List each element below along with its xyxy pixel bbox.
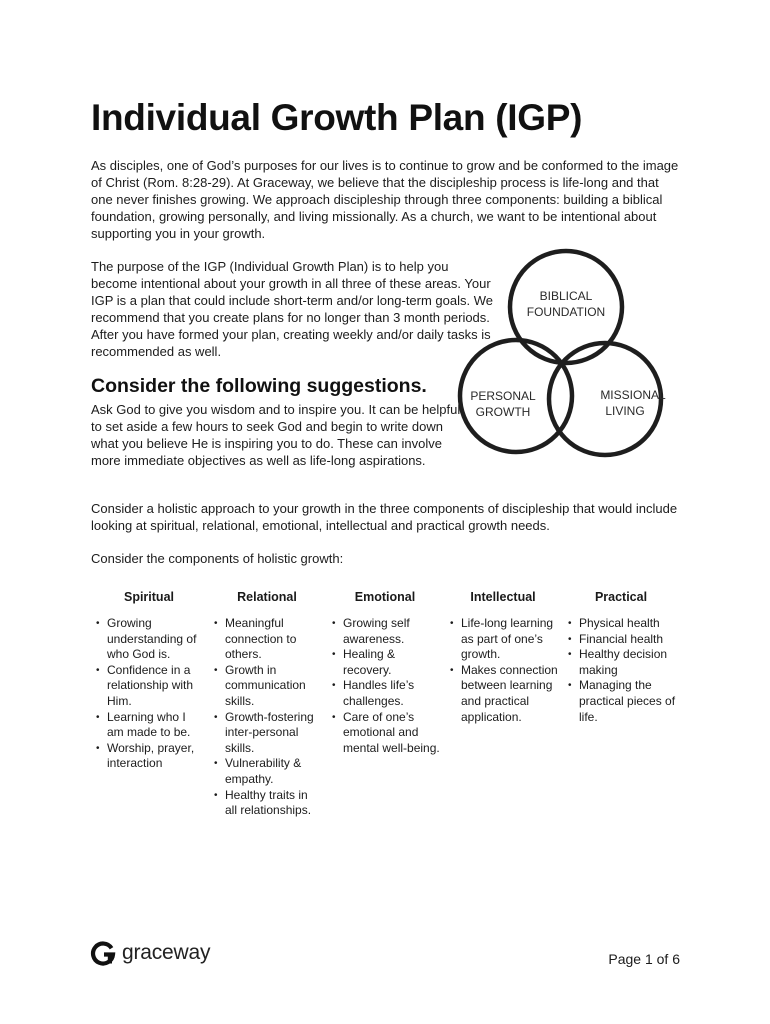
ask-god-paragraph: Ask God to give you wisdom and to inspire you. It can be helpful to set aside a few hours to seek God and begin to write down what you believe He is inspiring you to do. These can involve more immediate objectives as well as life-long aspirations. bbox=[91, 402, 461, 468]
column-list bbox=[211, 616, 323, 819]
document-title: Individual Growth Plan (IGP) bbox=[91, 97, 583, 138]
column-heading: Relational bbox=[237, 590, 297, 604]
graceway-g-logo-icon bbox=[90, 940, 116, 966]
list-item: • Healthy traits in all relationships. bbox=[211, 788, 323, 819]
list-item: • Life-long learning as part of one’s growth. bbox=[447, 616, 559, 663]
list-item: • Managing the practical pieces of life. bbox=[565, 678, 677, 725]
list-item: • Healing & recovery. bbox=[329, 647, 441, 678]
page-number: Page 1 of 6 bbox=[608, 951, 680, 967]
list-item: • Financial health bbox=[565, 632, 677, 648]
column-list bbox=[565, 616, 677, 725]
venn-label-left-2: GROWTH bbox=[475, 405, 531, 419]
column-practical bbox=[565, 590, 677, 725]
list-item: • Makes connection between learning and practical application. bbox=[447, 663, 559, 725]
column-heading: Emotional bbox=[354, 590, 416, 604]
components-intro: Consider the components of holistic growth: bbox=[91, 551, 344, 566]
list-item: • Worship, prayer, interaction bbox=[93, 741, 205, 772]
list-item: • Handles life’s challenges. bbox=[329, 678, 441, 709]
venn-label-right-1: MISSIONAL bbox=[600, 388, 666, 402]
column-heading: Intellectual bbox=[470, 590, 536, 604]
venn-label-top-1: BIBLICAL bbox=[539, 289, 593, 303]
discipleship-venn-diagram bbox=[455, 246, 675, 470]
list-item: • Confidence in a relationship with Him. bbox=[93, 663, 205, 710]
column-heading: Spiritual bbox=[123, 590, 174, 604]
column-heading: Practical bbox=[594, 590, 648, 604]
holistic-paragraph: Consider a holistic approach to your growth in the three components of discipleship that would include looking at spiritual, relational, emotional, intellectual and practical growth needs. bbox=[91, 501, 678, 533]
list-item: • Growing self awareness. bbox=[329, 616, 441, 647]
list-item: • Vulnerability & empathy. bbox=[211, 756, 323, 787]
list-item: • Growth in communication skills. bbox=[211, 663, 323, 710]
list-item: • Care of one’s emotional and mental well-being. bbox=[329, 710, 441, 757]
list-item: • Learning who I am made to be. bbox=[93, 710, 205, 741]
column-emotional bbox=[329, 590, 441, 756]
column-relational bbox=[211, 590, 323, 819]
column-list bbox=[447, 616, 559, 725]
column-list bbox=[93, 616, 205, 772]
suggestions-heading: Consider the following suggestions. bbox=[91, 375, 427, 397]
purpose-paragraph: The purpose of the IGP (Individual Growth Plan) is to help you become intentional about your growth in all three of these areas. Your IGP is a plan that could include short-term and/or long-term goals. We recommend that you create plans for no longer than 3 month periods. After you have formed your plan, creating weekly and/or daily tasks is recommended as well. bbox=[91, 259, 493, 359]
venn-label-left-1: PERSONAL bbox=[470, 389, 536, 403]
list-item: • Meaningful connection to others. bbox=[211, 616, 323, 663]
column-spiritual bbox=[93, 590, 205, 772]
graceway-logo bbox=[90, 940, 210, 966]
venn-label-right-2: LIVING bbox=[605, 404, 645, 418]
column-list bbox=[329, 616, 441, 756]
list-item: • Growth-fostering inter-personal skills. bbox=[211, 710, 323, 757]
intro-paragraph: As disciples, one of God’s purposes for our lives is to continue to grow and be conformed to the image of Christ (Rom. 8:28-29). At Graceway, we believe that the discipleship process is life-long and that one never finishes growing. We approach discipleship through three components: building a biblical foundation, growing personally, and living missionally. As a church, we want to be intentional about supporting you in your growth. bbox=[91, 158, 679, 241]
list-item: • Physical health bbox=[565, 616, 677, 632]
logo-wordmark: graceway bbox=[122, 941, 211, 964]
column-intellectual bbox=[447, 590, 559, 725]
venn-label-top-2: FOUNDATION bbox=[526, 305, 606, 319]
list-item: • Healthy decision making bbox=[565, 647, 677, 678]
list-item: • Growing understanding of who God is. bbox=[93, 616, 205, 663]
